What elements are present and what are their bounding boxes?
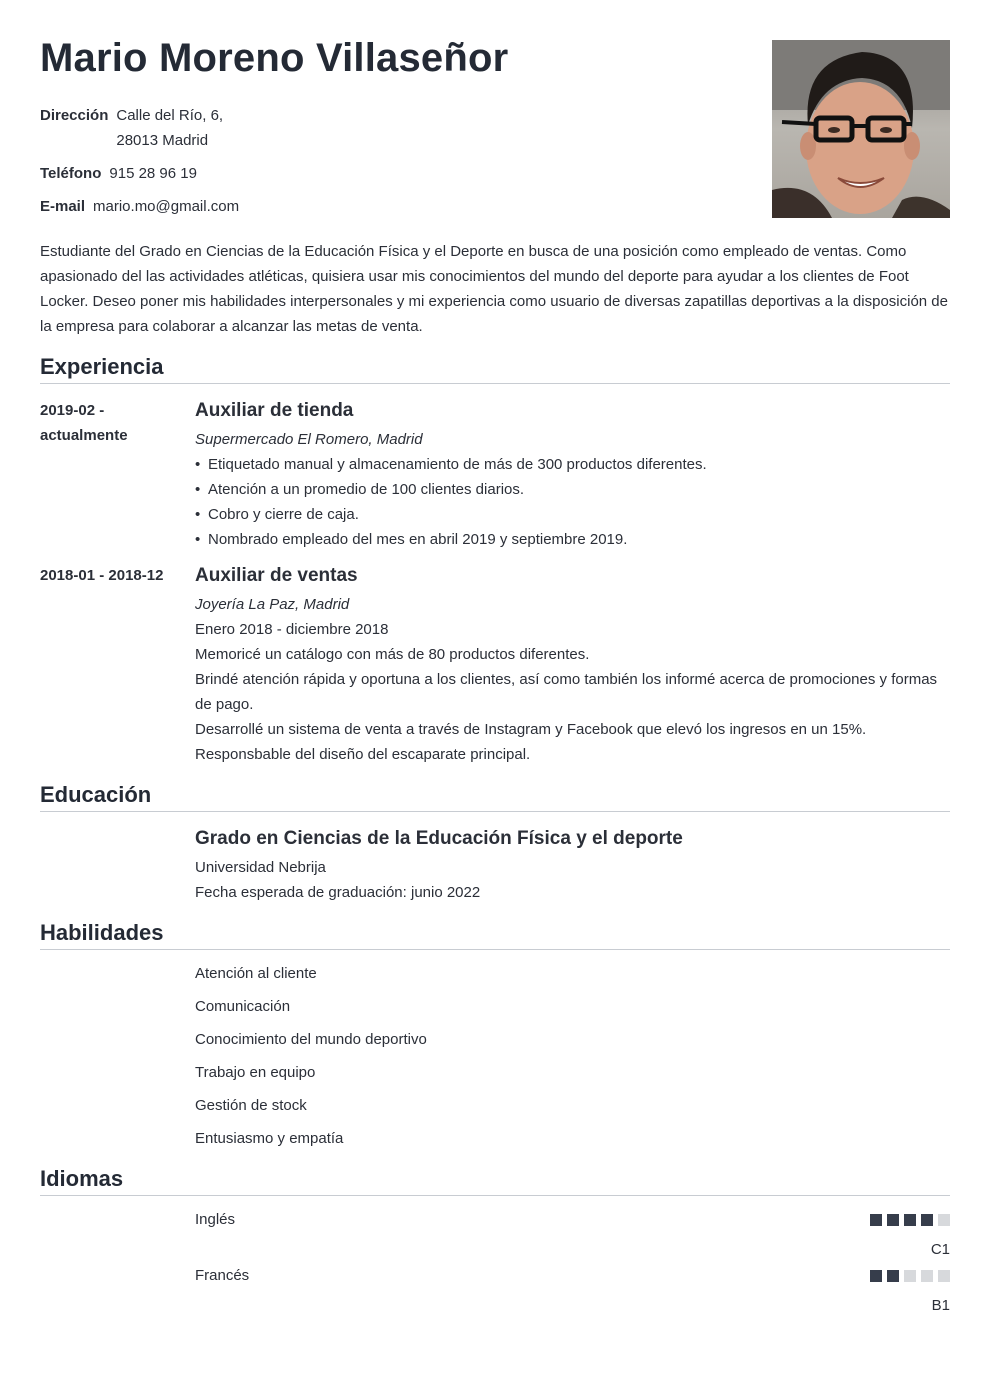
skill-item: Entusiasmo y empatía [195, 1130, 344, 1147]
email-label: E-mail [40, 198, 86, 215]
job-title: Auxiliar de tienda [195, 400, 354, 421]
skills-section-header [40, 920, 950, 950]
language-level-boxes [870, 1214, 950, 1226]
contact-block [40, 103, 239, 227]
bullet-dot-icon: • [195, 481, 201, 498]
job-bullet [195, 477, 950, 502]
job-bullet [195, 527, 950, 552]
job-line: Desarrollé un sistema de venta a través de Instagram y Facebook que elevó los ingresos en un 15%. [195, 721, 867, 738]
skills-list [195, 961, 427, 1159]
experience-date: 2018-01 - 2018-12 [40, 567, 164, 584]
education-section-header [40, 782, 950, 812]
language-level: B1 [931, 1297, 950, 1314]
level-box [870, 1214, 882, 1226]
job-bullet-text: Nombrado empleado del mes en abril 2019 y septiembre 2019. [208, 531, 628, 548]
level-box [904, 1270, 916, 1282]
job-company: Joyería La Paz, Madrid [195, 596, 350, 613]
job-company: Supermercado El Romero, Madrid [195, 431, 423, 448]
level-box [904, 1214, 916, 1226]
language-name: Inglés [195, 1211, 236, 1228]
job-line: Brindé atención rápida y oportuna a los clientes, así como también los informé acerca de promociones y formas de pago. [195, 671, 938, 713]
job-bullet [195, 452, 950, 477]
phone-value: 915 28 96 19 [109, 165, 197, 182]
skill-item: Gestión de stock [195, 1097, 307, 1114]
profile-photo [772, 40, 950, 218]
language-level-boxes [870, 1270, 950, 1282]
job-bullet [195, 502, 950, 527]
experience-heading: Experiencia [40, 354, 164, 379]
degree-title: Grado en Ciencias de la Educación Física y el deporte [195, 828, 683, 849]
level-box [887, 1270, 899, 1282]
address-line1: Calle del Río, 6, [116, 107, 224, 124]
address-value [116, 103, 223, 153]
bullet-dot-icon: • [195, 531, 201, 548]
job-line: Memoricé un catálogo con más de 80 productos diferentes. [195, 646, 590, 663]
language-item [195, 1207, 950, 1258]
address-label: Dirección [40, 107, 109, 124]
experience-date-end: actualmente [40, 427, 128, 444]
experience-date [40, 398, 190, 448]
experience-section-header [40, 354, 950, 384]
phone-row [40, 161, 239, 186]
job-line: Responsbable del diseño del escaparate principal. [195, 746, 531, 763]
level-box [938, 1214, 950, 1226]
languages-heading: Idiomas [40, 1166, 124, 1191]
experience-body [195, 563, 950, 767]
level-box [887, 1214, 899, 1226]
language-name: Francés [195, 1267, 250, 1284]
school-name: Universidad Nebrija [195, 859, 326, 876]
level-box [938, 1270, 950, 1282]
skill-item: Conocimiento del mundo deportivo [195, 1031, 427, 1048]
bullet-dot-icon: • [195, 456, 201, 473]
skill-item: Trabajo en equipo [195, 1064, 316, 1081]
level-box [870, 1270, 882, 1282]
bullet-dot-icon: • [195, 506, 201, 523]
skill-item: Comunicación [195, 998, 291, 1015]
email-value[interactable]: mario.mo@gmail.com [93, 198, 240, 215]
job-bullet-text: Cobro y cierre de caja. [208, 506, 359, 523]
job-bullet-text: Etiquetado manual y almacenamiento de más de 300 productos diferentes. [208, 456, 707, 473]
candidate-name: Mario Moreno Villaseñor [40, 36, 509, 80]
profile-summary: Estudiante del Grado en Ciencias de la Educación Física y el Deporte en busca de una posición como empleado de ventas. Como apasionado del las actividades atléticas, quisiera usar mis conocimientos del mundo del deporte para ayudar a los clientes de Foot Locker. Deseo poner mis habilidades interpersonales y mi experiencia como usuario de diversas zapatillas deportivas a la disposición de la empresa para colaborar a alcanzar las metas de venta. [40, 243, 948, 335]
level-box [921, 1214, 933, 1226]
languages-section-header [40, 1166, 950, 1196]
experience-body [195, 398, 950, 552]
email-row [40, 194, 239, 219]
address-line2: 28013 Madrid [116, 132, 209, 149]
education-body [195, 826, 950, 905]
job-line: Enero 2018 - diciembre 2018 [195, 621, 389, 638]
level-box [921, 1270, 933, 1282]
phone-label: Teléfono [40, 165, 102, 182]
skill-item: Atención al cliente [195, 965, 317, 982]
language-level: C1 [930, 1241, 950, 1258]
address-row [40, 103, 239, 153]
job-title: Auxiliar de ventas [195, 565, 358, 586]
language-item [195, 1263, 950, 1314]
education-heading: Educación [40, 782, 152, 807]
skills-heading: Habilidades [40, 920, 164, 945]
graduation-date: Fecha esperada de graduación: junio 2022 [195, 884, 481, 901]
job-bullet-text: Atención a un promedio de 100 clientes diarios. [208, 481, 525, 498]
experience-date-start: 2019-02 - [40, 402, 105, 419]
